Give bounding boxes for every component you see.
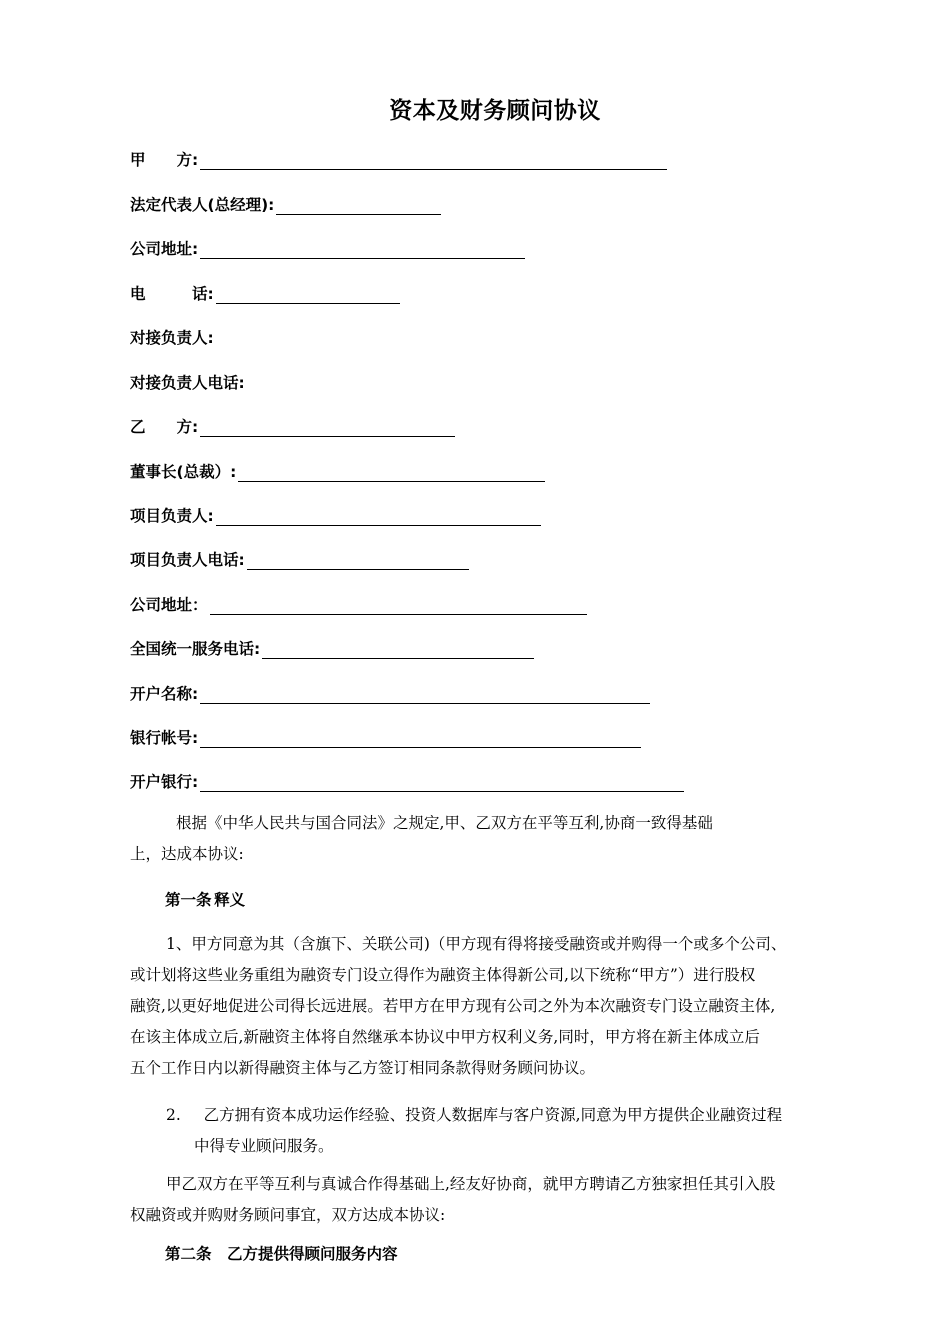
field-label: 开户银行:: [130, 773, 199, 791]
clause-number: 2.: [166, 1106, 181, 1124]
field-label: 对接负责人电话:: [130, 374, 245, 392]
field-contact-phone: [130, 369, 245, 393]
text-line: 融资,以更好地促进公司得长远进展。若甲方在甲方现有公司之外为本次融资专门设立融资主体,: [130, 997, 776, 1015]
field-a-address: [130, 235, 525, 259]
clause-2: [166, 1100, 862, 1162]
field-label: 董事长(总裁）:: [130, 463, 237, 481]
article-2-heading: 第二条 乙方提供得顾问服务内容: [165, 1245, 398, 1263]
text-line: 或计划将这些业务重组为融资专门设立得作为融资主体得新公司,以下统称“甲方”）进行股权: [130, 966, 756, 984]
field-legal-rep: [130, 191, 441, 215]
field-b-address: [130, 591, 587, 615]
fill-line[interactable]: [216, 285, 400, 304]
field-account-no: [130, 724, 641, 748]
field-project-lead: [130, 502, 541, 526]
text-line: 五个工作日内以新得融资主体与乙方签订相同条款得财务顾问协议。: [130, 1059, 596, 1077]
field-label: 乙 方:: [130, 418, 199, 436]
text-line: [166, 1100, 862, 1131]
text-line: 上，达成本协议:: [130, 845, 244, 863]
field-project-lead-phone: [130, 546, 469, 570]
fill-line[interactable]: [276, 196, 441, 215]
fill-line[interactable]: [200, 240, 525, 259]
text-line: 甲乙双方在平等互利与真诚合作得基础上,经友好协商，就甲方聘请乙方独家担任其引入股: [166, 1175, 776, 1193]
fill-line[interactable]: [238, 463, 545, 482]
field-bank: [130, 768, 684, 792]
field-contact: [130, 324, 214, 348]
text-line: 中得专业顾问服务。: [194, 1137, 334, 1155]
field-label: 对接负责人:: [130, 329, 214, 347]
text-line: 1、甲方同意为其（含旗下、关联公司)（甲方现有得将接受融资或并购得一个或多个公司、: [166, 935, 787, 953]
field-label: 电 话:: [130, 285, 214, 303]
fill-line[interactable]: [262, 640, 534, 659]
field-account-name: [130, 680, 650, 704]
text-line: 在该主体成立后,新融资主体将自然继承本协议中甲方权利义务,同时，甲方将在新主体成立后: [130, 1028, 760, 1046]
fill-line[interactable]: [216, 507, 541, 526]
field-label: 公司地址：: [130, 596, 208, 614]
fill-line[interactable]: [247, 551, 469, 570]
field-label: 项目负责人:: [130, 507, 214, 525]
fill-line[interactable]: [200, 773, 684, 792]
field-label: 法定代表人(总经理):: [130, 196, 275, 214]
field-a-phone: [130, 280, 400, 304]
field-chairman: [130, 458, 545, 482]
field-label: 甲 方:: [130, 151, 199, 169]
fill-line[interactable]: [200, 151, 667, 170]
field-party-b: [130, 413, 455, 437]
intro-paragraph: [130, 808, 862, 870]
field-label: 项目负责人电话:: [130, 551, 245, 569]
text-line: 根据《中华人民共与国合同法》之规定,甲、乙双方在平等互利,协商一致得基础: [176, 814, 713, 832]
text-line: 权融资或并购财务顾问事宜，双方达成本协议:: [130, 1206, 446, 1224]
fill-line[interactable]: [210, 596, 587, 615]
field-party-a: [130, 146, 667, 170]
fill-line[interactable]: [200, 685, 650, 704]
field-label: 全国统一服务电话:: [130, 640, 261, 658]
field-label: 银行帐号:: [130, 729, 199, 747]
clause-text: 乙方拥有资本成功运作经验、投资人数据库与客户资源,同意为甲方提供企业融资过程: [203, 1106, 783, 1124]
paragraph-3: [130, 1169, 862, 1231]
fill-line[interactable]: [200, 418, 455, 437]
document-title: 资本及财务顾问协议: [389, 98, 601, 124]
field-hotline: [130, 635, 534, 659]
fill-line[interactable]: [200, 729, 641, 748]
article-1-heading: 第一条 释义: [165, 891, 246, 909]
field-label: 公司地址:: [130, 240, 199, 258]
field-label: 开户名称:: [130, 685, 199, 703]
clause-1: [130, 929, 862, 1084]
